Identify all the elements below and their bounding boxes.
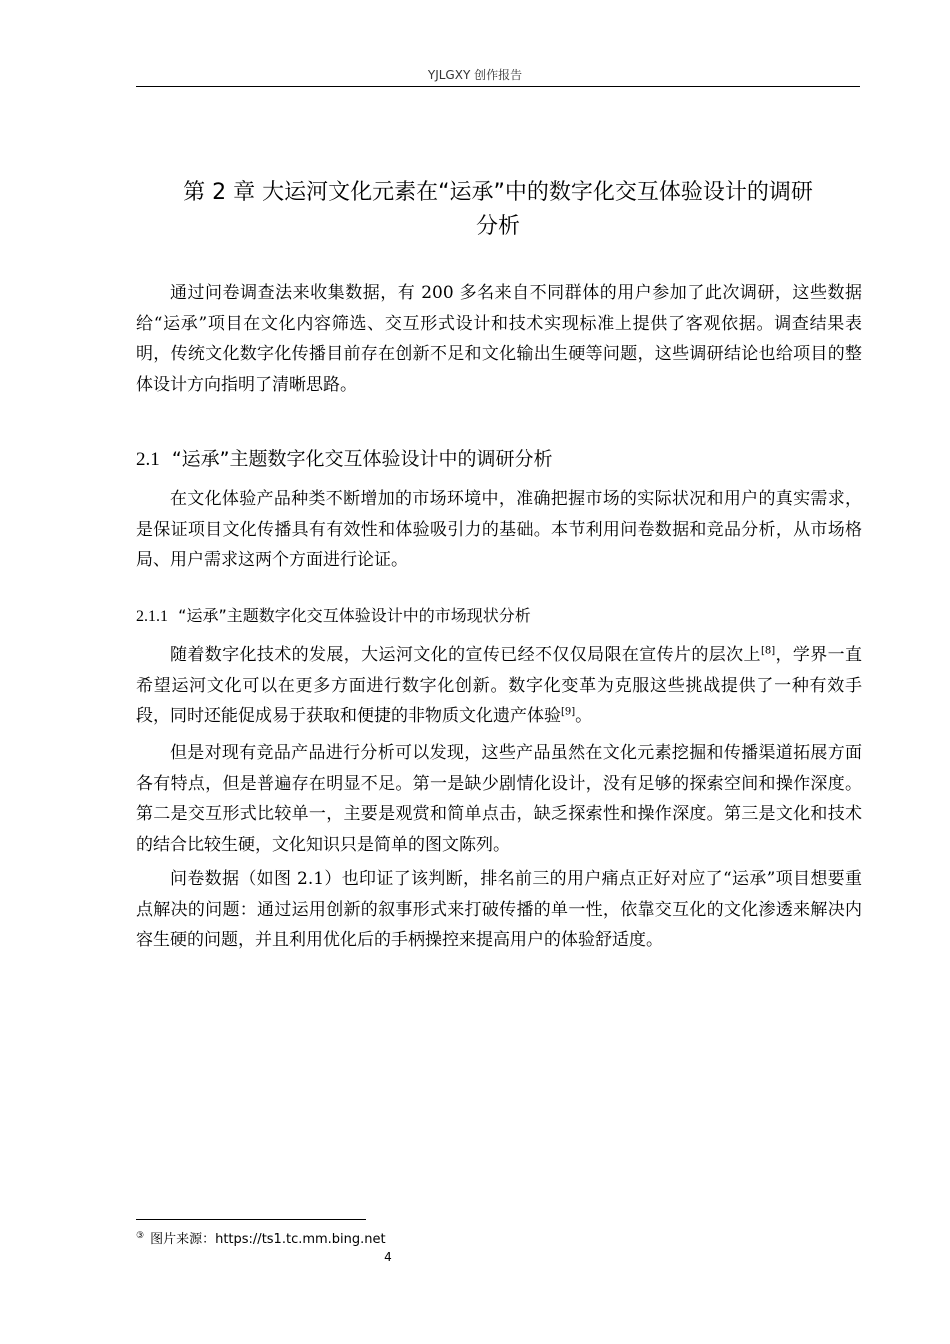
section-title: “运承”主题数字化交互体验设计中的调研分析 bbox=[171, 448, 553, 470]
footnote bbox=[136, 1228, 386, 1247]
header-divider bbox=[136, 86, 860, 87]
footnote-label: 图片来源： bbox=[150, 1232, 216, 1247]
chapter-title-line1: 第 2 章 大运河文化元素在“运承”中的数字化交互体验设计的调研 bbox=[183, 180, 813, 205]
citation-ref-8: [8] bbox=[760, 645, 776, 657]
chapter-title-line2: 分析 bbox=[475, 214, 520, 239]
running-header: YJLGXY 创作报告 bbox=[427, 68, 523, 82]
footnote-mark: ③ bbox=[136, 1230, 145, 1241]
footnote-url: https://ts1.tc.mm.bing.net bbox=[215, 1232, 386, 1247]
footnote-divider bbox=[136, 1219, 366, 1220]
chapter-title bbox=[136, 176, 860, 244]
text-run: 。 bbox=[575, 706, 593, 726]
market-paragraph-1 bbox=[136, 640, 862, 732]
market-paragraph-3: 问卷数据（如图 2.1）也印证了该判断，排名前三的用户痛点正好对应了“运承”项目想要重点解决的问题：通过运用创新的叙事形式来打破传播的单一性，依靠交互化的文化渗透来解决内容生硬的问题，并且利用优化后的手柄操控来提高用户的体验舒适度。 bbox=[136, 869, 862, 950]
page-number: 4 bbox=[384, 1250, 392, 1264]
text-run: 随着数字化技术的发展，大运河文化的宣传已经不仅仅局限在宣传片的层次上 bbox=[170, 645, 761, 665]
market-paragraph-2: 但是对现有竞品产品进行分析可以发现，这些产品虽然在文化元素挖掘和传播渠道拓展方面各有特点，但是普遍存在明显不足。第一是缺少剧情化设计，没有足够的探索空间和操作深度。第二是交互形式比较单一，主要是观赏和简单点击，缺乏探索性和操作深度。第三是文化和技术的结合比较生硬，文化知识只是简单的图文陈列。 bbox=[136, 743, 862, 855]
subsection-number: 2.1.1 bbox=[136, 608, 168, 625]
intro-paragraph: 通过问卷调查法来收集数据，有 200 多名来自不同群体的用户参加了此次调研，这些数据给“运承”项目在文化内容筛选、交互形式设计和技术实现标准上提供了客观依据。调查结果表明，传统文化数字化传播目前存在创新不足和文化输出生硬等问题，这些调研结论也给项目的整体设计方向指明了清晰思路。 bbox=[136, 283, 862, 395]
section-2-1-heading bbox=[136, 444, 860, 471]
section-number: 2.1 bbox=[136, 449, 160, 470]
subsection-title: “运承”主题数字化交互体验设计中的市场现状分析 bbox=[178, 606, 531, 625]
text-run: ，学界一直希望运河文化可以在更多方面进行数字化创新。数字化变革为克服这些挑战提供了一种有效手段，同时还能促成易于获取和便捷的非物质文化遗产体验 bbox=[136, 645, 863, 726]
citation-ref-9: [9] bbox=[561, 706, 576, 718]
section-2-1-paragraph: 在文化体验产品种类不断增加的市场环境中，准确把握市场的实际状况和用户的真实需求，是保证项目文化传播具有有效性和体验吸引力的基础。本节利用问卷数据和竞品分析，从市场格局、用户需求这两个方面进行论证。 bbox=[136, 489, 862, 570]
section-2-1-1-heading bbox=[136, 603, 860, 626]
